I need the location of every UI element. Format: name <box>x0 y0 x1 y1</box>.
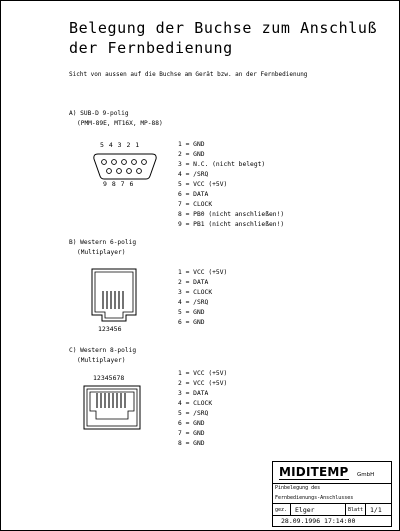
section-b-heading: B) Western 6-polig <box>69 239 137 246</box>
pin-assignment: 2 = DATA <box>178 279 209 286</box>
western8-jack <box>81 373 161 453</box>
pin-assignment: 3 = CLOCK <box>178 289 213 296</box>
pin-assignment: 6 = GND <box>178 420 205 427</box>
document-subtitle: Sicht von aussen auf die Buchse am Gerät bzw. an der Fernbedienung <box>69 71 308 78</box>
subd9-pin-5 <box>102 160 107 165</box>
section-b-subheading: (Multiplayer) <box>77 249 126 256</box>
pin-assignment: 4 = CLOCK <box>178 400 213 407</box>
title-block-desc-row1 <box>273 484 391 493</box>
company-logo: MIDITEMP <box>279 465 349 479</box>
title-block-desc-row2 <box>273 493 391 504</box>
subd9-pin-8 <box>117 169 122 174</box>
pin-assignment: 2 = GND <box>178 151 205 158</box>
pin-assignment: 6 = GND <box>178 319 205 326</box>
subd9-pin-9 <box>107 169 112 174</box>
pin-assignment: 5 = /SRQ <box>178 410 209 417</box>
section-a-heading: A) SUB-D 9-polig <box>69 110 129 117</box>
sheet-value: 1/1 <box>370 506 382 514</box>
pin-assignment: 8 = PB0 (nicht anschließen!) <box>178 211 285 218</box>
date-stamp: 28.09.1996 17:14:00 <box>281 517 356 525</box>
pin-assignment: 4 = /SRQ <box>178 299 209 306</box>
subd9-pin-7 <box>127 169 132 174</box>
drawn-name: Elger <box>295 506 315 514</box>
pin-assignment: 7 = CLOCK <box>178 201 213 208</box>
subd9-pin-4 <box>112 160 117 165</box>
subd9-bottom-pin-numbers: 9 8 7 6 <box>103 180 134 188</box>
pin-assignment: 6 = DATA <box>178 191 209 198</box>
sheet-label: Blatt <box>348 507 364 513</box>
section-c-subheading: (Multiplayer) <box>77 357 126 364</box>
western8-connector-diagram <box>81 373 161 453</box>
western6-connector-diagram <box>89 265 159 340</box>
pin-assignment: 9 = PB1 (nicht anschließen!) <box>178 221 285 228</box>
document-title-line1: Belegung der Buchse zum Anschluß <box>69 19 378 37</box>
subd9-pin-6 <box>137 169 142 174</box>
company-suffix: GmbH <box>357 472 375 478</box>
title-block-drawn-row <box>273 504 391 516</box>
pin-assignment: 1 = GND <box>178 141 205 148</box>
title-block-description-line1: Pinbelegung des <box>275 485 321 491</box>
title-block-date-row <box>273 516 391 526</box>
subd9-pin-1 <box>142 160 147 165</box>
western8-pin-numbers: 12345678 <box>93 374 125 382</box>
pin-assignment: 5 = GND <box>178 309 205 316</box>
title-block-company-row <box>273 462 391 484</box>
pin-assignment: 1 = VCC (+5V) <box>178 269 228 276</box>
pin-assignment: 8 = GND <box>178 440 205 447</box>
pin-assignment: 1 = VCC (+5V) <box>178 370 228 377</box>
section-c-heading: C) Western 8-polig <box>69 347 137 354</box>
pin-assignment: 4 = /SRQ <box>178 171 209 178</box>
subd9-pin-3 <box>122 160 127 165</box>
subd9-connector-diagram <box>91 141 171 191</box>
pin-assignment: 2 = VCC (+5V) <box>178 380 228 387</box>
subd9-top-pin-numbers: 5 4 3 2 1 <box>100 141 140 149</box>
pin-assignment: 3 = N.C. (nicht belegt) <box>178 161 266 168</box>
pin-assignment: 7 = GND <box>178 430 205 437</box>
subd9-pin-2 <box>132 160 137 165</box>
pin-assignment: 5 = VCC (+5V) <box>178 181 228 188</box>
western6-pin-numbers: 123456 <box>98 325 122 333</box>
document-title-line2: der Fernbedienung <box>69 39 233 57</box>
title-block-description-line2: Fernbedienungs-Anschlusses <box>275 495 354 501</box>
title-block <box>272 461 392 527</box>
pin-assignment: 3 = DATA <box>178 390 209 397</box>
drawn-label: gez. <box>275 507 288 513</box>
section-a-subheading: (PMM-89E, MT16X, MP-88) <box>77 120 163 127</box>
